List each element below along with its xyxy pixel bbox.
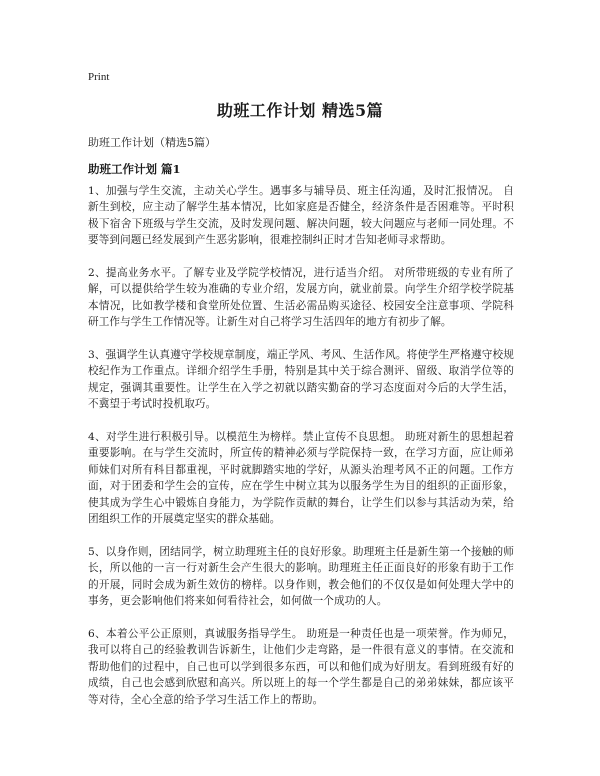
document-subtitle: 助班工作计划（精选5篇）	[88, 136, 216, 149]
paragraph-1: 1、加强与学生交流，主动关心学生。遇事多与辅导员、班主任沟通，及时汇报情况。 自新生到校，应主动了解学生基本情况，比如家庭是否健全，经济条件是否困难等。平时积极下宿舍下班级与学生交流，及时发现问题、解决问题，较大问题应与老师一同处理。不要等到问题已经发展到产生恶劣影响，很难控制纠正时才告知老师寻求帮助。	[88, 185, 514, 247]
document-body	[88, 183, 514, 724]
paragraph-4: 4、对学生进行积极引导。以模范生为榜样。禁止宣传不良思想。 助班对新生的思想起着重要影响。在与学生交流时，所宣传的精神必须与学院保持一致，在学习方面，应让师弟师妹们对所有科目都重视，平时就脚踏实地的学好，从源头治理考风不正的问题。工作方面，对于团委和学生会的宣传，应在学生中树立其为以服务学生为目的组织的正面形象，使其成为学生心中锻炼自身能力，为学院作贡献的舞台，让学生们以参与其活动为荣，给团组织工作的开展奠定坚实的群众基础。	[88, 431, 514, 526]
paragraph-5: 5、以身作则，团结同学，树立助理班主任的良好形象。助理班主任是新生第一个接触的师长，所以他的一言一行对新生会产生很大的影响。助理班主任正面良好的形象有助于工作的开展，同时会成为新生效仿的榜样。以身作则，教会他们的不仅仅是如何处理大学中的事务，更会影响他们将来如何看待社会，如何做一个成功的人。	[88, 545, 514, 608]
paragraph-2: 2、提高业务水平。了解专业及学院学校情况，进行适当介绍。 对所带班级的专业有所了解，可以提供给学生较为准确的专业介绍，发展方向，就业前景。向学生介绍学校学院基本情况，比如教学楼和食堂所处位置、生活必需品购买途径、校园安全注意事项、学院科研工作与学生工作情况等。让新生对自己将学习生活四年的地方有初步了解。	[88, 267, 514, 329]
paragraph-3: 3、强调学生认真遵守学校规章制度，端正学风、考风、生活作风。将使学生严格遵守校规校纪作为工作重点。详细介绍学生手册，特别是其中关于综合测评、留级、取消学位等的规定，强调其重要性。让学生在入学之初就以踏实勤奋的学习态度面对今后的大学生活，不冀望于考试时投机取巧。	[88, 349, 514, 411]
section-heading: 助班工作计划 篇1	[88, 162, 181, 176]
paragraph-6: 6、本着公平公正原则，真诚服务指导学生。 助班是一种责任也是一项荣誉。作为师兄，我可以将自己的经验教训告诉新生，让他们少走弯路，是一件很有意义的事情。在交流和帮助他们的过程中，自己也可以学到很多东西，可以和他们成为好朋友。看到班级有好的成绩，自己也会感到欣慰和高兴。所以班上的每一个学生都是自己的弟弟妹妹，都应该平等对待，全心全意的给予学习生活工作上的帮助。	[88, 627, 514, 706]
document-title: 助班工作计划 精选5篇	[216, 101, 384, 120]
print-link[interactable]: Print	[88, 71, 110, 83]
